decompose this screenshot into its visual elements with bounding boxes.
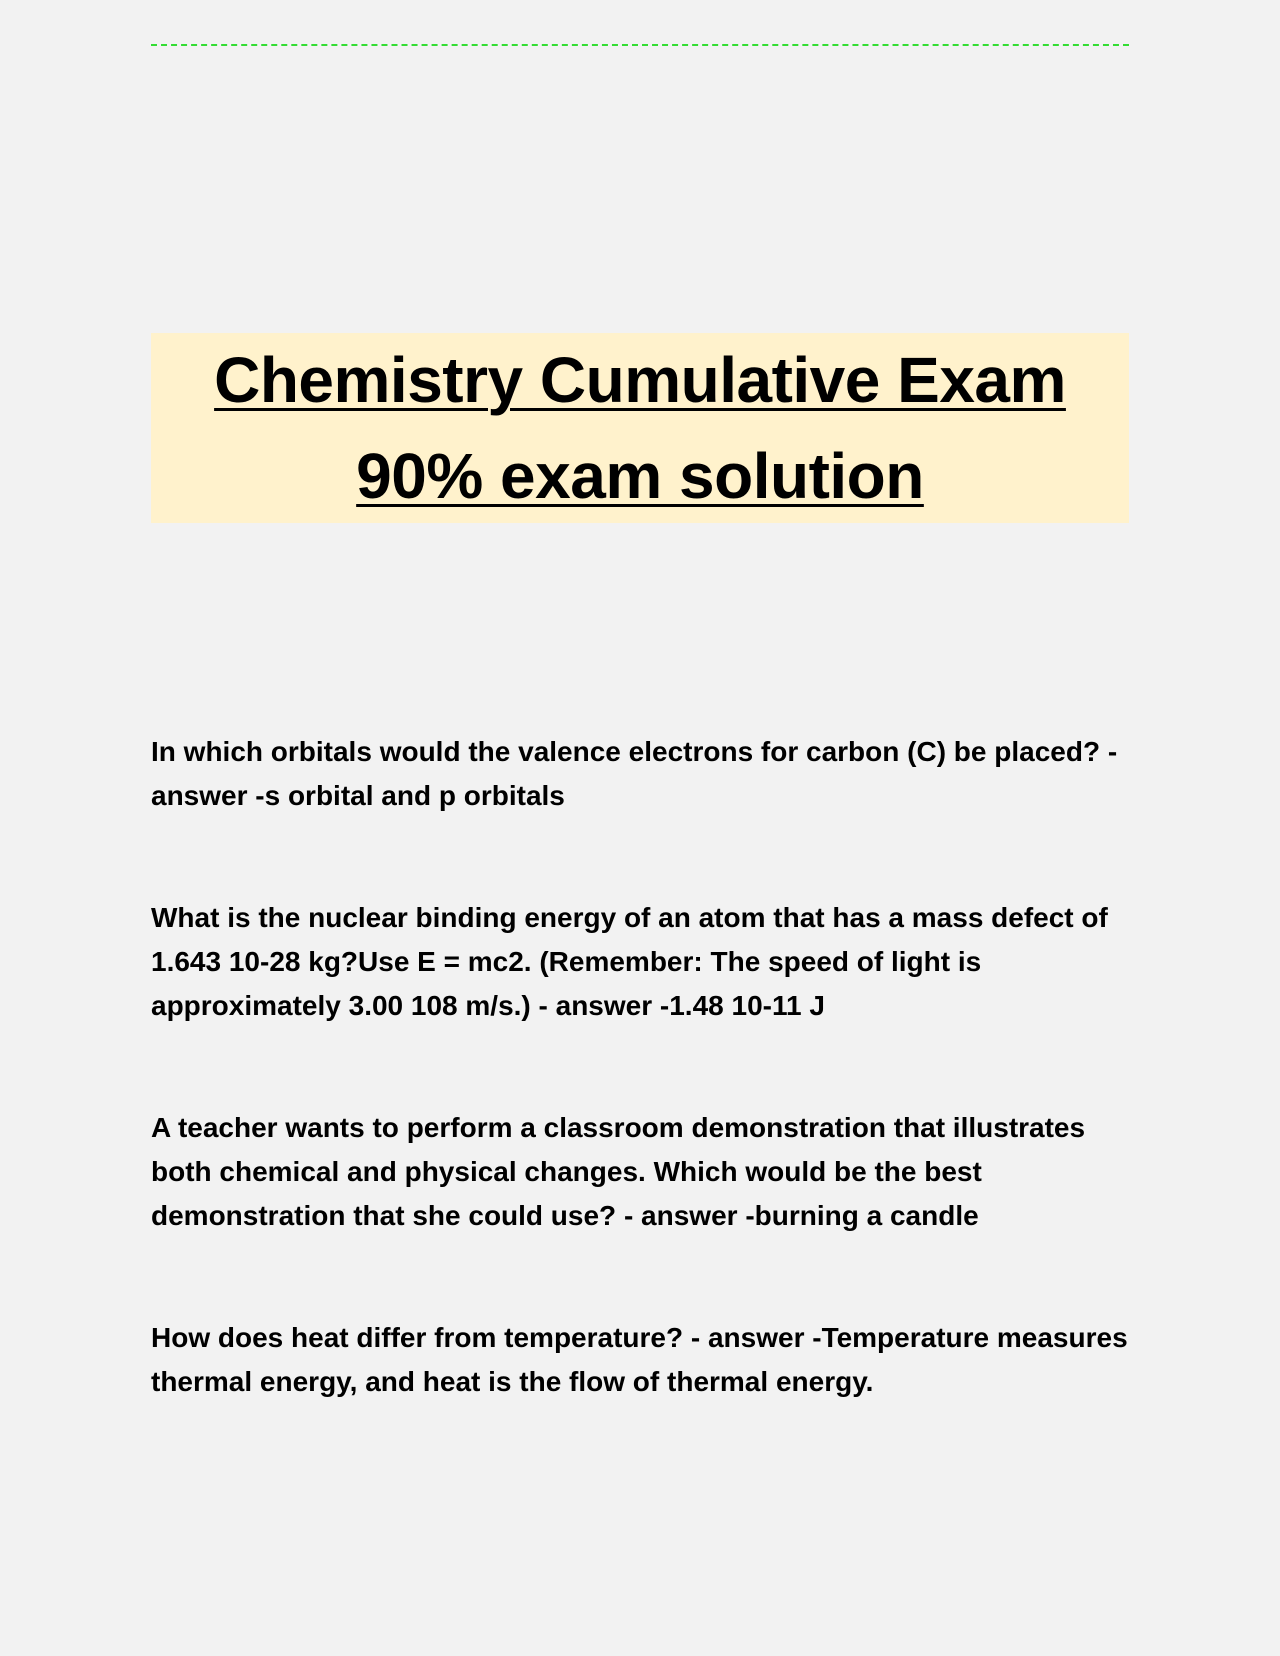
title-block xyxy=(151,333,1129,523)
qa-item-4: How does heat differ from temperature? - answer -Temperature measures thermal energy, and heat is the flow of thermal energy. xyxy=(151,1322,1128,1397)
document-title-line-2: 90% exam solution xyxy=(356,440,924,512)
document-title-line-1: Chemistry Cumulative Exam xyxy=(214,344,1066,416)
qa-item-3: A teacher wants to perform a classroom demonstration that illustrates both chemical and physical changes. Which would be the best demonstration that she could use? - answer -burning a candle xyxy=(151,1112,1086,1231)
question-answer-list xyxy=(151,730,1131,1482)
qa-item-1: In which orbitals would the valence electrons for carbon (C) be placed? - answer -s orbital and p orbitals xyxy=(151,736,1118,811)
top-dashed-rule xyxy=(151,44,1129,46)
qa-item-2: What is the nuclear binding energy of an atom that has a mass defect of 1.643 10-28 kg?Use E = mc2. (Remember: The speed of light is approximately 3.00 108 m/s.) - answer -1.48 10-11 J xyxy=(151,902,1108,1021)
